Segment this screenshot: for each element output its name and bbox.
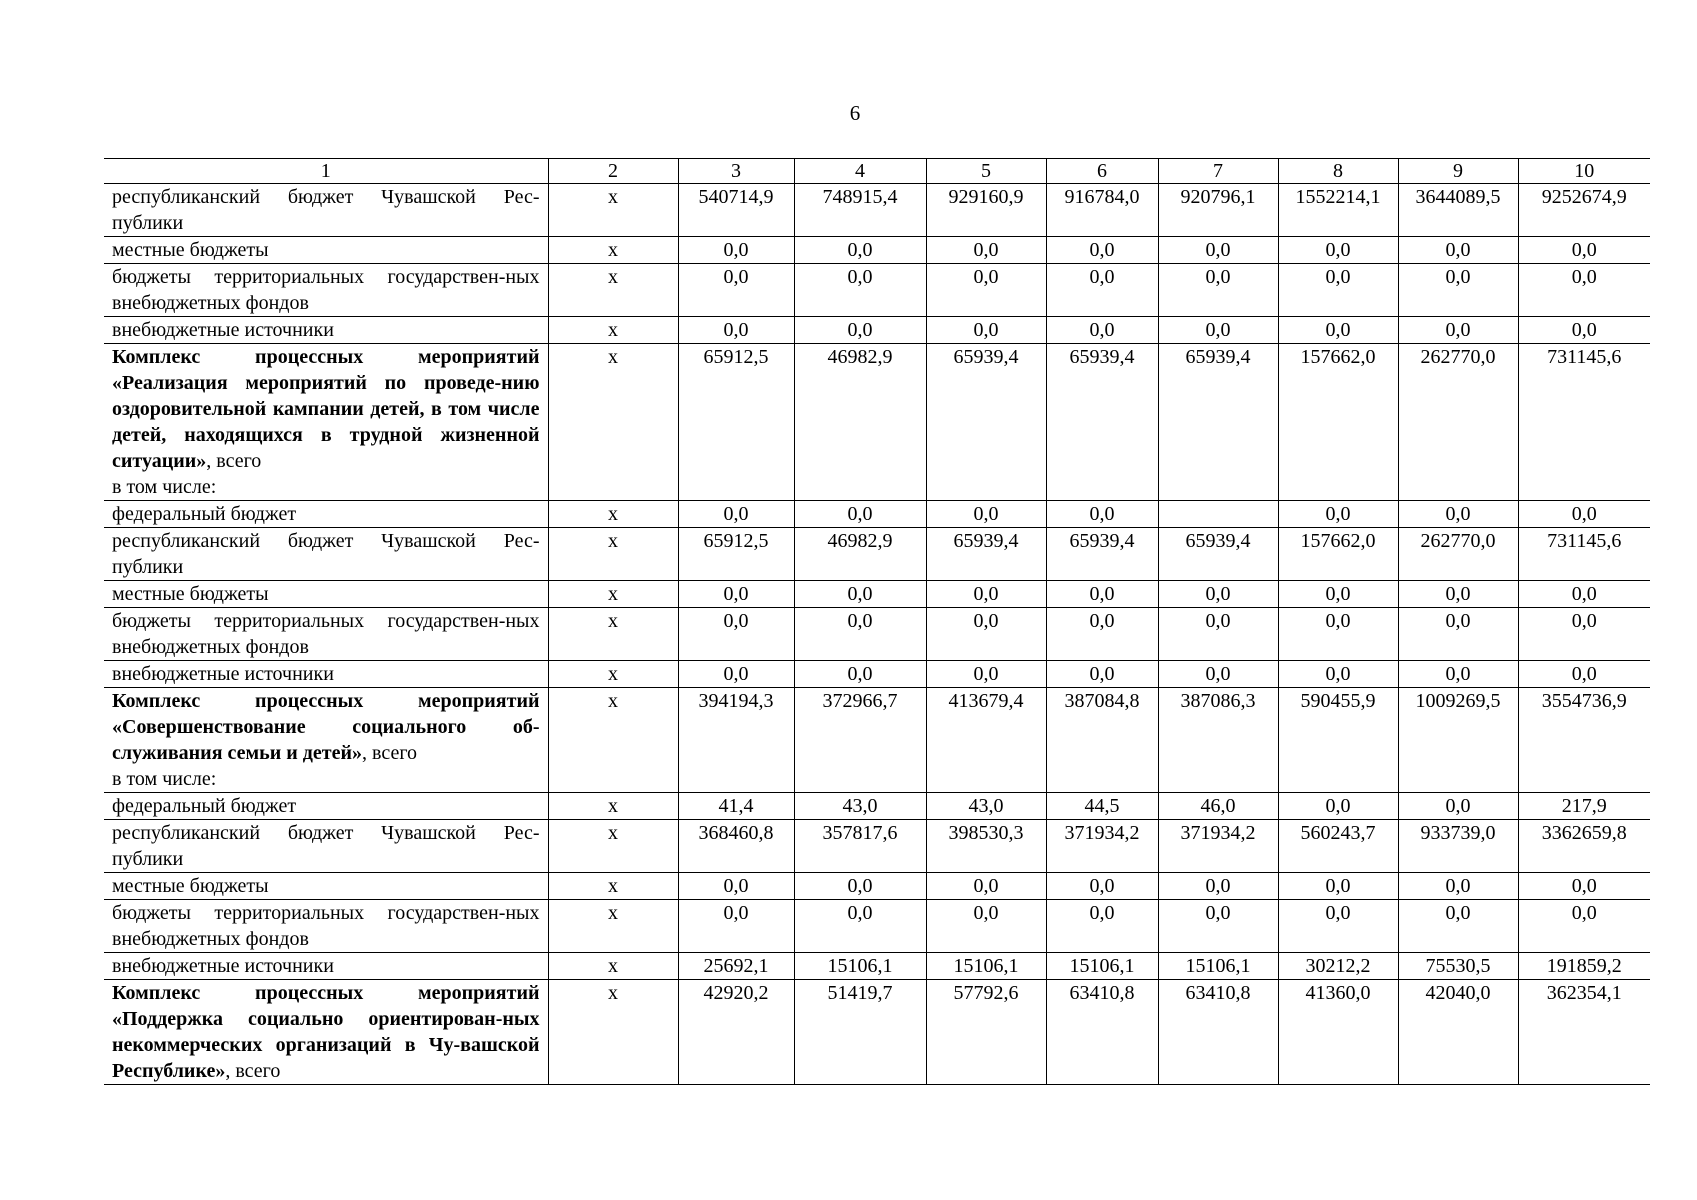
value-cell: 0,0 xyxy=(1398,264,1518,317)
value-cell: 0,0 xyxy=(1158,900,1278,953)
value-cell: 0,0 xyxy=(926,317,1046,344)
row-code-cell: х xyxy=(548,820,678,873)
value-cell: 0,0 xyxy=(678,237,794,264)
value-cell: 731145,6 xyxy=(1518,344,1650,501)
value-cell: 933739,0 xyxy=(1398,820,1518,873)
value-cell: 0,0 xyxy=(1158,608,1278,661)
row-code-cell: х xyxy=(548,608,678,661)
value-cell: 0,0 xyxy=(926,501,1046,528)
value-cell: 0,0 xyxy=(1398,501,1518,528)
row-name-cell: республиканский бюджет Чувашской Рес-публики xyxy=(104,820,548,873)
row-code-cell: х xyxy=(548,953,678,980)
value-cell: 0,0 xyxy=(678,873,794,900)
value-cell: 9252674,9 xyxy=(1518,184,1650,237)
value-cell: 30212,2 xyxy=(1278,953,1398,980)
value-cell: 371934,2 xyxy=(1046,820,1158,873)
value-cell: 46982,9 xyxy=(794,528,926,581)
value-cell: 0,0 xyxy=(1158,581,1278,608)
value-cell: 0,0 xyxy=(1158,264,1278,317)
value-cell: 371934,2 xyxy=(1158,820,1278,873)
including-note: в том числе: xyxy=(112,476,217,498)
value-cell: 15106,1 xyxy=(1158,953,1278,980)
value-cell: 929160,9 xyxy=(926,184,1046,237)
value-cell: 0,0 xyxy=(794,661,926,688)
row-code-cell: х xyxy=(548,184,678,237)
value-cell: 0,0 xyxy=(1046,900,1158,953)
value-cell: 0,0 xyxy=(1518,873,1650,900)
table-row xyxy=(104,873,1650,900)
value-cell: 262770,0 xyxy=(1398,528,1518,581)
page-number: 6 xyxy=(849,101,861,125)
value-cell: 63410,8 xyxy=(1046,980,1158,1085)
value-cell: 0,0 xyxy=(1398,608,1518,661)
table-row xyxy=(104,528,1650,581)
value-cell: 0,0 xyxy=(1046,661,1158,688)
value-cell: 25692,1 xyxy=(678,953,794,980)
value-cell: 0,0 xyxy=(926,581,1046,608)
column-header: 7 xyxy=(1158,159,1278,184)
value-cell: 191859,2 xyxy=(1518,953,1650,980)
row-code-cell: х xyxy=(548,873,678,900)
value-cell: 0,0 xyxy=(1278,581,1398,608)
value-cell: 0,0 xyxy=(926,237,1046,264)
value-cell: 65939,4 xyxy=(1046,344,1158,501)
row-name-cell: бюджеты территориальных государствен-ных внебюджетных фондов xyxy=(104,608,548,661)
value-cell: 0,0 xyxy=(1518,317,1650,344)
value-cell: 3644089,5 xyxy=(1398,184,1518,237)
value-cell: 0,0 xyxy=(1046,264,1158,317)
value-cell: 0,0 xyxy=(794,608,926,661)
value-cell: 65939,4 xyxy=(926,344,1046,501)
table-row-program xyxy=(104,688,1650,793)
value-cell: 57792,6 xyxy=(926,980,1046,1085)
value-cell: 41360,0 xyxy=(1278,980,1398,1085)
value-cell: 1552214,1 xyxy=(1278,184,1398,237)
column-header: 4 xyxy=(794,159,926,184)
value-cell: 590455,9 xyxy=(1278,688,1398,793)
value-cell: 0,0 xyxy=(1518,237,1650,264)
value-cell: 217,9 xyxy=(1518,793,1650,820)
value-cell: 0,0 xyxy=(1278,501,1398,528)
row-code-cell: х xyxy=(548,501,678,528)
value-cell: 0,0 xyxy=(1046,317,1158,344)
row-code-cell: х xyxy=(548,317,678,344)
value-cell: 15106,1 xyxy=(794,953,926,980)
row-name-cell: республиканский бюджет Чувашской Рес-публики xyxy=(104,184,548,237)
value-cell: 0,0 xyxy=(1278,793,1398,820)
column-header: 9 xyxy=(1398,159,1518,184)
row-code-cell: х xyxy=(548,528,678,581)
value-cell: 368460,8 xyxy=(678,820,794,873)
column-number-row xyxy=(104,159,1650,184)
value-cell: 157662,0 xyxy=(1278,344,1398,501)
table-row xyxy=(104,820,1650,873)
value-cell xyxy=(1158,501,1278,528)
value-cell: 0,0 xyxy=(1046,581,1158,608)
program-total-suffix: , всего xyxy=(206,450,262,472)
value-cell: 0,0 xyxy=(1158,317,1278,344)
value-cell: 0,0 xyxy=(794,264,926,317)
value-cell: 0,0 xyxy=(926,873,1046,900)
value-cell: 157662,0 xyxy=(1278,528,1398,581)
row-name-cell: местные бюджеты xyxy=(104,873,548,900)
value-cell: 0,0 xyxy=(1398,793,1518,820)
value-cell: 15106,1 xyxy=(926,953,1046,980)
value-cell: 1009269,5 xyxy=(1398,688,1518,793)
table-row xyxy=(104,581,1650,608)
table-row xyxy=(104,953,1650,980)
value-cell: 0,0 xyxy=(678,264,794,317)
value-cell: 3554736,9 xyxy=(1518,688,1650,793)
column-header: 8 xyxy=(1278,159,1398,184)
value-cell: 0,0 xyxy=(1278,237,1398,264)
value-cell: 43,0 xyxy=(794,793,926,820)
value-cell: 46,0 xyxy=(1158,793,1278,820)
row-name-cell: внебюджетные источники xyxy=(104,953,548,980)
table-row xyxy=(104,184,1650,237)
row-code-cell: х xyxy=(548,980,678,1085)
program-title: Комплекс процессных мероприятий «Поддержка социально ориентирован-ных некоммерческих организаций в Чу-вашской Республике» xyxy=(112,982,540,1082)
table-row-program xyxy=(104,980,1650,1085)
row-name-cell: местные бюджеты xyxy=(104,237,548,264)
value-cell: 0,0 xyxy=(1518,661,1650,688)
value-cell: 0,0 xyxy=(1158,661,1278,688)
value-cell: 0,0 xyxy=(926,608,1046,661)
value-cell: 46982,9 xyxy=(794,344,926,501)
value-cell: 42040,0 xyxy=(1398,980,1518,1085)
value-cell: 0,0 xyxy=(1398,317,1518,344)
program-total-suffix: , всего xyxy=(362,742,418,764)
row-code-cell: х xyxy=(548,661,678,688)
value-cell: 920796,1 xyxy=(1158,184,1278,237)
program-total-suffix: , всего xyxy=(225,1060,281,1082)
row-name-cell: внебюджетные источники xyxy=(104,317,548,344)
value-cell: 0,0 xyxy=(1046,608,1158,661)
value-cell: 372966,7 xyxy=(794,688,926,793)
value-cell: 0,0 xyxy=(794,501,926,528)
value-cell: 394194,3 xyxy=(678,688,794,793)
row-code-cell: х xyxy=(548,793,678,820)
value-cell: 43,0 xyxy=(926,793,1046,820)
value-cell: 0,0 xyxy=(678,608,794,661)
row-name-cell xyxy=(104,688,548,793)
value-cell: 0,0 xyxy=(1518,581,1650,608)
value-cell: 3362659,8 xyxy=(1518,820,1650,873)
row-code-cell: х xyxy=(548,581,678,608)
column-header: 10 xyxy=(1518,159,1650,184)
value-cell: 65939,4 xyxy=(1046,528,1158,581)
value-cell: 65912,5 xyxy=(678,528,794,581)
value-cell: 731145,6 xyxy=(1518,528,1650,581)
value-cell: 0,0 xyxy=(1518,264,1650,317)
row-name-cell: федеральный бюджет xyxy=(104,501,548,528)
row-name-cell: республиканский бюджет Чувашской Рес-публики xyxy=(104,528,548,581)
column-header: 3 xyxy=(678,159,794,184)
value-cell: 0,0 xyxy=(1398,581,1518,608)
value-cell: 413679,4 xyxy=(926,688,1046,793)
table-row xyxy=(104,317,1650,344)
value-cell: 0,0 xyxy=(1398,661,1518,688)
program-title: Комплекс процессных мероприятий «Реализация мероприятий по проведе-нию оздоровительной кампании детей, в том числе детей, находящихся в трудной жизненной ситуации» xyxy=(112,346,540,472)
value-cell: 0,0 xyxy=(1518,900,1650,953)
column-header: 2 xyxy=(548,159,678,184)
value-cell: 65939,4 xyxy=(1158,344,1278,501)
value-cell: 387084,8 xyxy=(1046,688,1158,793)
value-cell: 51419,7 xyxy=(794,980,926,1085)
value-cell: 0,0 xyxy=(1398,900,1518,953)
row-code-cell: х xyxy=(548,237,678,264)
value-cell: 41,4 xyxy=(678,793,794,820)
value-cell: 0,0 xyxy=(1518,501,1650,528)
value-cell: 0,0 xyxy=(1398,237,1518,264)
value-cell: 0,0 xyxy=(678,661,794,688)
row-code-cell: х xyxy=(548,344,678,501)
value-cell: 262770,0 xyxy=(1398,344,1518,501)
table-row xyxy=(104,237,1650,264)
value-cell: 0,0 xyxy=(1518,608,1650,661)
table-row xyxy=(104,900,1650,953)
value-cell: 0,0 xyxy=(1278,608,1398,661)
value-cell: 0,0 xyxy=(678,501,794,528)
value-cell: 0,0 xyxy=(1278,317,1398,344)
value-cell: 0,0 xyxy=(1046,501,1158,528)
table-row xyxy=(104,501,1650,528)
value-cell: 75530,5 xyxy=(1398,953,1518,980)
column-header: 1 xyxy=(104,159,548,184)
value-cell: 387086,3 xyxy=(1158,688,1278,793)
table-row xyxy=(104,264,1650,317)
row-name-cell: бюджеты территориальных государствен-ных внебюджетных фондов xyxy=(104,264,548,317)
value-cell: 0,0 xyxy=(794,317,926,344)
table-row xyxy=(104,661,1650,688)
value-cell: 0,0 xyxy=(794,900,926,953)
value-cell: 0,0 xyxy=(926,900,1046,953)
table-row xyxy=(104,793,1650,820)
value-cell: 42920,2 xyxy=(678,980,794,1085)
value-cell: 0,0 xyxy=(926,661,1046,688)
column-header: 6 xyxy=(1046,159,1158,184)
value-cell: 0,0 xyxy=(678,581,794,608)
row-name-cell: федеральный бюджет xyxy=(104,793,548,820)
value-cell: 540714,9 xyxy=(678,184,794,237)
value-cell: 0,0 xyxy=(1278,900,1398,953)
value-cell: 916784,0 xyxy=(1046,184,1158,237)
value-cell: 398530,3 xyxy=(926,820,1046,873)
value-cell: 362354,1 xyxy=(1518,980,1650,1085)
row-name-cell: местные бюджеты xyxy=(104,581,548,608)
value-cell: 65912,5 xyxy=(678,344,794,501)
value-cell: 0,0 xyxy=(926,264,1046,317)
including-note: в том числе: xyxy=(112,768,217,790)
row-code-cell: х xyxy=(548,900,678,953)
table-row-program xyxy=(104,344,1650,501)
row-code-cell: х xyxy=(548,688,678,793)
value-cell: 0,0 xyxy=(1046,237,1158,264)
row-name-cell xyxy=(104,344,548,501)
value-cell: 65939,4 xyxy=(926,528,1046,581)
value-cell: 357817,6 xyxy=(794,820,926,873)
value-cell: 0,0 xyxy=(794,237,926,264)
value-cell: 0,0 xyxy=(794,873,926,900)
column-header: 5 xyxy=(926,159,1046,184)
value-cell: 748915,4 xyxy=(794,184,926,237)
program-title: Комплекс процессных мероприятий «Совершенствование социального об-служивания семьи и детей» xyxy=(112,690,540,764)
value-cell: 0,0 xyxy=(794,581,926,608)
budget-table xyxy=(104,158,1650,1085)
row-code-cell: х xyxy=(548,264,678,317)
row-name-cell: внебюджетные источники xyxy=(104,661,548,688)
value-cell: 0,0 xyxy=(678,900,794,953)
value-cell: 0,0 xyxy=(1278,264,1398,317)
value-cell: 0,0 xyxy=(1278,661,1398,688)
value-cell: 0,0 xyxy=(1158,873,1278,900)
value-cell: 15106,1 xyxy=(1046,953,1158,980)
row-name-cell xyxy=(104,980,548,1085)
value-cell: 0,0 xyxy=(1158,237,1278,264)
value-cell: 0,0 xyxy=(1398,873,1518,900)
value-cell: 0,0 xyxy=(1278,873,1398,900)
value-cell: 0,0 xyxy=(1046,873,1158,900)
value-cell: 560243,7 xyxy=(1278,820,1398,873)
value-cell: 0,0 xyxy=(678,317,794,344)
value-cell: 44,5 xyxy=(1046,793,1158,820)
value-cell: 65939,4 xyxy=(1158,528,1278,581)
value-cell: 63410,8 xyxy=(1158,980,1278,1085)
table-row xyxy=(104,608,1650,661)
row-name-cell: бюджеты территориальных государствен-ных внебюджетных фондов xyxy=(104,900,548,953)
